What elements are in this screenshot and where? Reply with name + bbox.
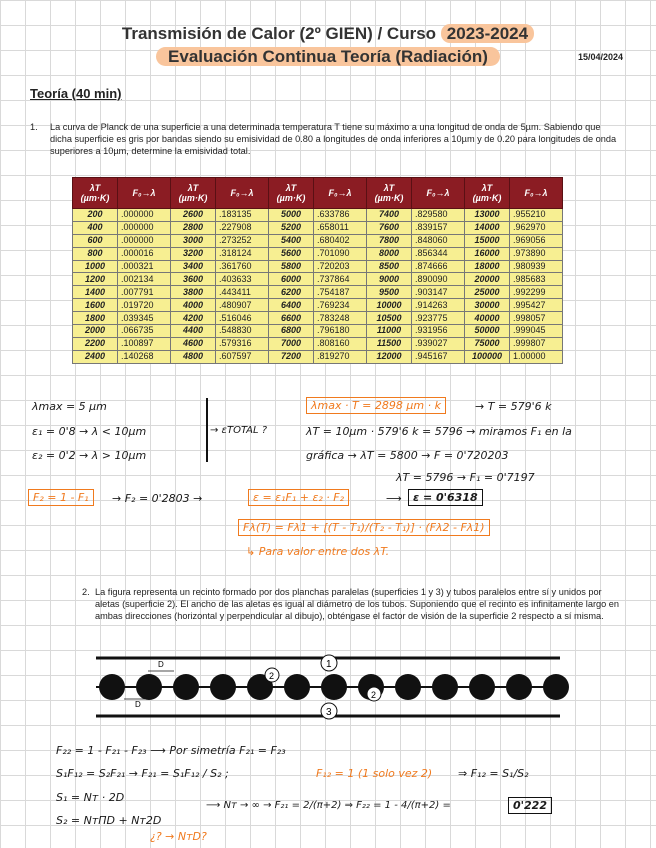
col-f: F₀→λ — [314, 178, 367, 209]
subtitle-text: Evaluación Continua Teoría (Radiación) — [156, 47, 500, 66]
lambda-cell: 600 — [73, 234, 118, 247]
col-f: F₀→λ — [510, 178, 563, 209]
hw-interp-note: ↳ Para valor entre dos λT. — [246, 545, 390, 558]
f-cell: .273252 — [216, 234, 269, 247]
f-cell: .783248 — [314, 312, 367, 325]
lambda-cell: 30000 — [465, 299, 510, 312]
f-cell: .796180 — [314, 325, 367, 338]
lambda-cell: 7000 — [269, 337, 314, 350]
col-lambda: λT (µm·K) — [269, 178, 314, 209]
f-cell: .985683 — [510, 273, 563, 286]
f-cell: .848060 — [412, 234, 465, 247]
lambda-cell: 400 — [73, 221, 118, 234]
hw-e2: ε₂ = 0'2 → λ > 10µm — [32, 449, 147, 462]
hw-brace — [206, 398, 208, 462]
f-cell: .923775 — [412, 312, 465, 325]
lambda-cell: 800 — [73, 247, 118, 260]
f-cell: .874666 — [412, 260, 465, 273]
f-cell: .939027 — [412, 337, 465, 350]
f-cell: .403633 — [216, 273, 269, 286]
col-lambda: λT (µm·K) — [367, 178, 412, 209]
tube — [469, 674, 495, 700]
lambda-cell: 3800 — [171, 286, 216, 299]
tube — [506, 674, 532, 700]
hw2-l2b: F₁₂ = 1 (1 solo vez 2) — [316, 767, 433, 780]
label-2a: 2 — [269, 671, 275, 681]
f-cell: .183135 — [216, 209, 269, 222]
table-row — [73, 260, 563, 273]
hw-graf2: λT = 5796 → F₁ = 0'7197 — [396, 471, 535, 484]
lambda-cell: 200 — [73, 209, 118, 222]
table-row — [73, 247, 563, 260]
f-cell: .720203 — [314, 260, 367, 273]
f-cell: .548830 — [216, 325, 269, 338]
planck-table-header — [73, 178, 563, 209]
lambda-cell: 2800 — [171, 221, 216, 234]
f-cell: .361760 — [216, 260, 269, 273]
f-cell: .633786 — [314, 209, 367, 222]
lambda-cell: 1800 — [73, 312, 118, 325]
f-cell: .701090 — [314, 247, 367, 260]
f-cell: .019720 — [118, 299, 171, 312]
lambda-cell: 7800 — [367, 234, 412, 247]
question-2-number: 2. — [82, 587, 90, 597]
f-cell: .955210 — [510, 209, 563, 222]
hw-lmax: λmax = 5 µm — [32, 400, 107, 413]
planck-table — [72, 177, 563, 364]
tube — [210, 674, 236, 700]
label-3: 3 — [326, 707, 332, 718]
f-cell: .000000 — [118, 209, 171, 222]
lambda-cell: 11500 — [367, 337, 412, 350]
table-row — [73, 299, 563, 312]
hw-interp: Fλ(T) = Fλ1 + [(T - T₁)/(T₂ - T₁)] · (Fλ2 - Fλ1) — [238, 519, 490, 536]
lambda-cell: 3400 — [171, 260, 216, 273]
f-cell: .931956 — [412, 325, 465, 338]
lambda-cell: 6400 — [269, 299, 314, 312]
lambda-cell: 8500 — [367, 260, 412, 273]
lambda-cell: 2400 — [73, 350, 118, 363]
title-text: Transmisión de Calor (2º GIEN) / Curso — [121, 24, 441, 43]
lambda-cell: 1200 — [73, 273, 118, 286]
lambda-cell: 2000 — [73, 325, 118, 338]
hw2-l3: S₁ = Nт · 2D — [56, 791, 125, 804]
f-cell: .999807 — [510, 337, 563, 350]
f-cell: .999045 — [510, 325, 563, 338]
f-cell: .002134 — [118, 273, 171, 286]
dim-label-top: D — [158, 660, 164, 669]
col-lambda: λT (µm·K) — [73, 178, 118, 209]
f-cell: .980939 — [510, 260, 563, 273]
lambda-cell: 5000 — [269, 209, 314, 222]
f-cell: .829580 — [412, 209, 465, 222]
question-1-number: 1. — [30, 122, 38, 132]
hw2-result: 0'222 — [508, 797, 552, 814]
lambda-cell: 2200 — [73, 337, 118, 350]
f-cell: .890090 — [412, 273, 465, 286]
hw-arrow: ⟶ — [386, 492, 402, 505]
hw2-l2a: S₁F₁₂ = S₂F₂₁ → F₂₁ = S₁F₁₂ / S₂ ; — [56, 767, 229, 780]
question-2-text: La figura representa un recinto formado por dos planchas paralelas (superficies 1 y 3) y tubos paralelos entre sí y unidos por aletas (superficie 2). El ancho de las aletas es igual al diámetro de los tubos. Suponiendo que el recinto es infinitamente largo en ambas direcciones (horizontal y perpendicular al dibujo), obténgase el factor de visión de la superficie 2 respecto a sí misma. — [95, 587, 620, 622]
f-cell: .754187 — [314, 286, 367, 299]
lambda-cell: 6800 — [269, 325, 314, 338]
f-cell: .579316 — [216, 337, 269, 350]
lambda-cell: 13000 — [465, 209, 510, 222]
lambda-cell: 6000 — [269, 273, 314, 286]
tube — [543, 674, 569, 700]
lambda-cell: 18000 — [465, 260, 510, 273]
f-cell: .100897 — [118, 337, 171, 350]
f-cell: .680402 — [314, 234, 367, 247]
lambda-cell: 3000 — [171, 234, 216, 247]
dim-label-bottom: D — [135, 700, 141, 709]
f-cell: .992299 — [510, 286, 563, 299]
lambda-cell: 8000 — [367, 247, 412, 260]
fins-figure — [90, 650, 590, 722]
f-cell: .945167 — [412, 350, 465, 363]
tube — [395, 674, 421, 700]
lambda-cell: 5800 — [269, 260, 314, 273]
tube — [321, 674, 347, 700]
lambda-cell: 12000 — [367, 350, 412, 363]
f-cell: .914263 — [412, 299, 465, 312]
hw-wien: λmax · T = 2898 µm · k — [306, 397, 446, 414]
table-row — [73, 350, 563, 363]
f-cell: .856344 — [412, 247, 465, 260]
f-cell: .007791 — [118, 286, 171, 299]
lambda-cell: 4200 — [171, 312, 216, 325]
lambda-cell: 11000 — [367, 325, 412, 338]
f-cell: .480907 — [216, 299, 269, 312]
table-row — [73, 209, 563, 222]
f-cell: 1.00000 — [510, 350, 563, 363]
table-row — [73, 312, 563, 325]
f-cell: .973890 — [510, 247, 563, 260]
exam-subtitle — [0, 47, 656, 67]
col-f: F₀→λ — [412, 178, 465, 209]
lambda-cell: 6600 — [269, 312, 314, 325]
tube — [99, 674, 125, 700]
table-row — [73, 325, 563, 338]
lambda-cell: 4000 — [171, 299, 216, 312]
f-cell: .607597 — [216, 350, 269, 363]
question-1 — [30, 121, 622, 158]
lambda-cell: 7400 — [367, 209, 412, 222]
question-1-text: La curva de Planck de una superficie a una determinada temperatura T tiene su máximo a una longitud de onda de 5µm. Sabiendo que dicha superficie es gris por bandas siendo su emisividad de 0.80 a longitudes de onda inferiores a 10µm y de 0.20 para longitudes de onda superiores a 10µm, determine la emisividad total. — [50, 122, 617, 157]
f-cell: .769234 — [314, 299, 367, 312]
table-row — [73, 286, 563, 299]
table-row — [73, 273, 563, 286]
lambda-cell: 15000 — [465, 234, 510, 247]
label-2b: 2 — [371, 690, 377, 700]
f-cell: .140268 — [118, 350, 171, 363]
f-cell: .000000 — [118, 234, 171, 247]
lambda-cell: 7200 — [269, 350, 314, 363]
lambda-cell: 9000 — [367, 273, 412, 286]
lambda-cell: 50000 — [465, 325, 510, 338]
lambda-cell: 1400 — [73, 286, 118, 299]
f-cell: .998057 — [510, 312, 563, 325]
f-cell: .658011 — [314, 221, 367, 234]
f-cell: .000000 — [118, 221, 171, 234]
lambda-cell: 25000 — [465, 286, 510, 299]
lambda-cell: 4800 — [171, 350, 216, 363]
course-year: 2023-2024 — [441, 24, 534, 43]
f-cell: .839157 — [412, 221, 465, 234]
hw-tres: → T = 579'6 k — [475, 400, 552, 413]
hw-f2: → F₂ = 0'2803 → — [112, 492, 203, 505]
table-row — [73, 337, 563, 350]
question-2 — [82, 586, 622, 623]
planck-table-body — [73, 209, 563, 364]
lambda-cell: 10000 — [367, 299, 412, 312]
lambda-cell: 20000 — [465, 273, 510, 286]
lambda-cell: 5600 — [269, 247, 314, 260]
f-cell: .000321 — [118, 260, 171, 273]
lambda-cell: 40000 — [465, 312, 510, 325]
f-cell: .737864 — [314, 273, 367, 286]
tube — [432, 674, 458, 700]
hw-etotal: → εTOTAL ? — [210, 425, 268, 436]
col-lambda: λT (µm·K) — [465, 178, 510, 209]
table-row — [73, 234, 563, 247]
f-cell: .969056 — [510, 234, 563, 247]
f-cell: .066735 — [118, 325, 171, 338]
hw-f2def: F₂ = 1 - F₁ — [28, 489, 94, 506]
lambda-cell: 100000 — [465, 350, 510, 363]
exam-date: 15/04/2024 — [578, 52, 624, 62]
lambda-cell: 5200 — [269, 221, 314, 234]
lambda-cell: 3600 — [171, 273, 216, 286]
hw2-l4b: ⟶ Nт → ∞ → F₂₁ = 2/(π+2) ⇒ F₂₂ = 1 - 4/(π+2) = — [206, 800, 451, 811]
col-f: F₀→λ — [118, 178, 171, 209]
f-cell: .808160 — [314, 337, 367, 350]
tube — [136, 674, 162, 700]
lambda-cell: 4600 — [171, 337, 216, 350]
lambda-cell: 3200 — [171, 247, 216, 260]
section-title: Teoría (40 min) — [30, 86, 122, 101]
lambda-cell: 14000 — [465, 221, 510, 234]
f-cell: .995427 — [510, 299, 563, 312]
exam-title — [0, 24, 656, 44]
table-row — [73, 221, 563, 234]
hw2-l1: F₂₂ = 1 - F₂₁ - F₂₃ ⟶ Por simetría F₂₁ = F₂₃ — [56, 744, 286, 757]
hw-eres: ε = 0'6318 — [408, 489, 483, 506]
hw-graf: gráfica → λT = 5800 → F = 0'720203 — [306, 449, 509, 462]
lambda-cell: 16000 — [465, 247, 510, 260]
tube — [173, 674, 199, 700]
hw-lt: λT = 10µm · 579'6 k = 5796 → miramos F₁ en la — [306, 425, 572, 438]
f-cell: .962970 — [510, 221, 563, 234]
f-cell: .443411 — [216, 286, 269, 299]
lambda-cell: 75000 — [465, 337, 510, 350]
hw2-l5: ¿? → NтD? — [150, 830, 207, 843]
lambda-cell: 5400 — [269, 234, 314, 247]
hw2-l4: S₂ = NтΠD + Nт2D — [56, 814, 162, 827]
hw-eqe: ε = ε₁F₁ + ε₂ · F₂ — [248, 489, 349, 506]
hw-e1: ε₁ = 0'8 → λ < 10µm — [32, 425, 147, 438]
lambda-cell: 10500 — [367, 312, 412, 325]
hw2-l2c: ⇒ F₁₂ = S₁/S₂ — [458, 767, 529, 780]
label-1: 1 — [326, 659, 332, 670]
lambda-cell: 1000 — [73, 260, 118, 273]
lambda-cell: 1600 — [73, 299, 118, 312]
lambda-cell: 6200 — [269, 286, 314, 299]
tube — [284, 674, 310, 700]
f-cell: .516046 — [216, 312, 269, 325]
lambda-cell: 7600 — [367, 221, 412, 234]
f-cell: .819270 — [314, 350, 367, 363]
f-cell: .903147 — [412, 286, 465, 299]
f-cell: .318124 — [216, 247, 269, 260]
col-f: F₀→λ — [216, 178, 269, 209]
lambda-cell: 2600 — [171, 209, 216, 222]
lambda-cell: 9500 — [367, 286, 412, 299]
f-cell: .227908 — [216, 221, 269, 234]
lambda-cell: 4400 — [171, 325, 216, 338]
f-cell: .000016 — [118, 247, 171, 260]
col-lambda: λT (µm·K) — [171, 178, 216, 209]
f-cell: .039345 — [118, 312, 171, 325]
